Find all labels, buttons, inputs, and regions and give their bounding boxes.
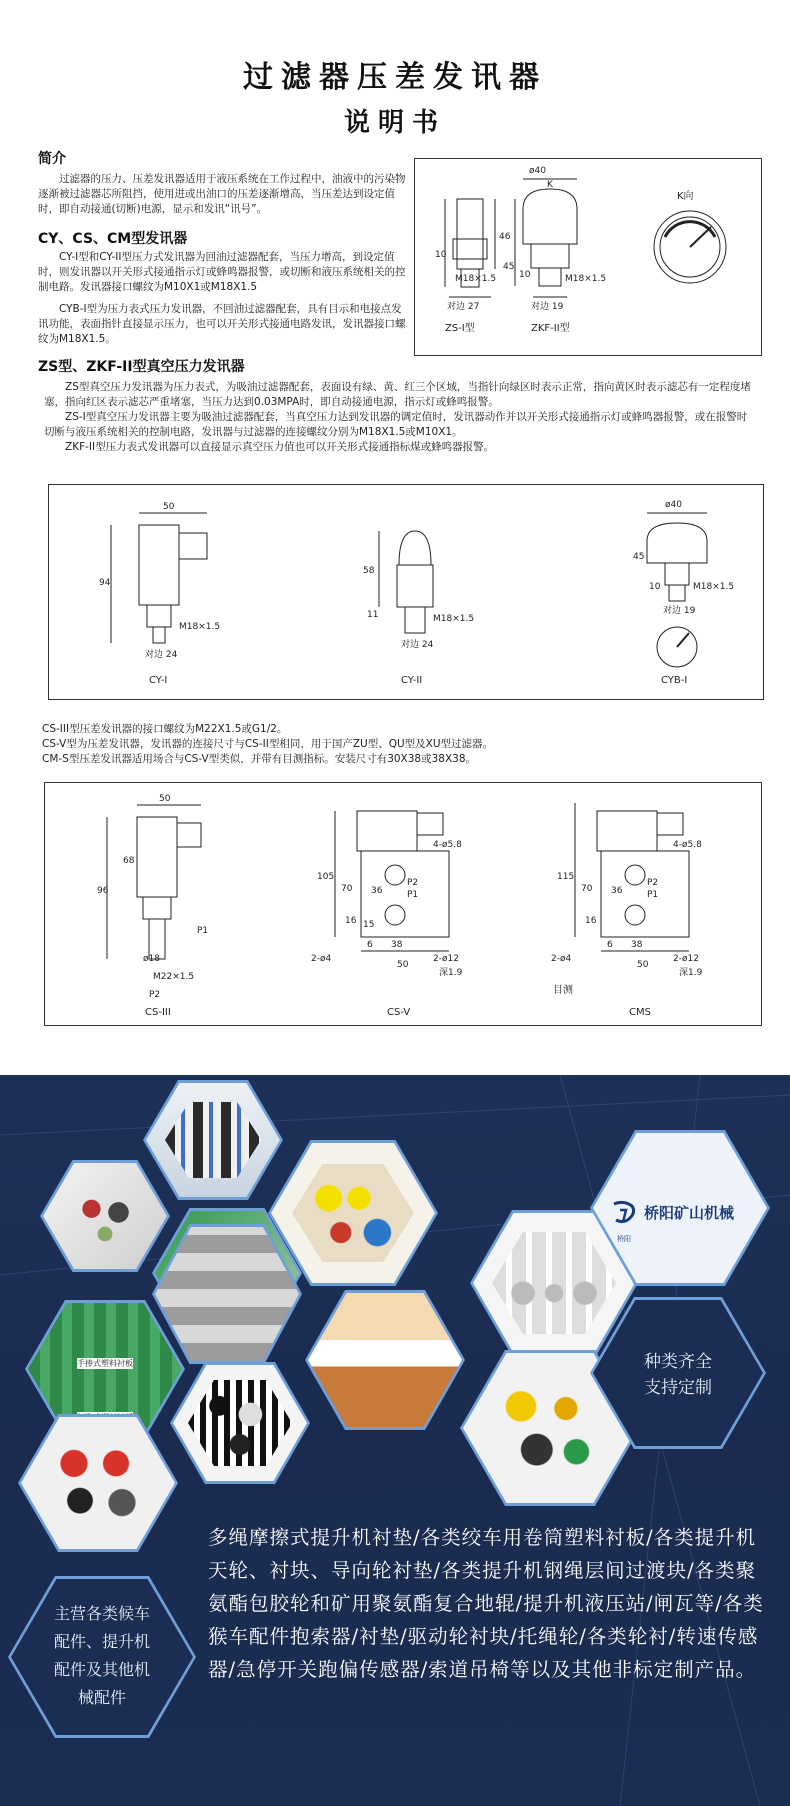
fig3-dim-2-12b: 2-ø12	[673, 954, 699, 964]
fig2-dim-10: 10	[649, 582, 661, 592]
fig1-dim-45: 45	[503, 262, 515, 272]
intro-text: 过滤器的压力、压差发讯器适用于液压系统在工作过程中，油液中的污染物逐渐被过滤器芯所阻挡，使用进或出油口的压差逐渐增高，当压差达到设定值时，即自动接通(切断)电源，显示和发讯“讯号”。	[38, 173, 406, 215]
fig3-dim-p2c: P2	[647, 878, 659, 888]
section2-paragraph-2: ZS-I型真空压力发讯器主要为吸油过滤器配套，当真空压力达到发讯器的调定值时，发讯器动作并以开关形式接通指示灯或蜂鸣器报警，或在报警时切断与液压系统相关的控制电路，发讯器与过滤器的连接螺纹分别为M18X1.5或M10X1。	[44, 411, 748, 438]
fig3-dim-p2a: P2	[149, 990, 161, 1000]
fig3-csv-label: CS-V	[387, 1007, 411, 1018]
fig3-dim-p1b: P1	[407, 890, 419, 900]
fig3-dim-2-4a: 2-ø4	[311, 954, 332, 964]
section1-heading: CY、CS、CM型发讯器	[38, 231, 188, 247]
fig1-dim-m18-a: M18×1.5	[455, 274, 497, 284]
main-business-line-4: 械配件	[77, 1688, 126, 1707]
fig3-dim-115: 115	[557, 872, 575, 882]
hex-polyurethane-blocks	[305, 1290, 465, 1430]
fig2-dim-hex24-a: 对边 24	[145, 650, 178, 660]
fig3-dim-depth-b: 深1.9	[679, 968, 703, 978]
section2-paragraph-1: ZS型真空压力发讯器为压力表式，为吸油过滤器配套，表面设有绿、黄、红三个区域，当指针向绿区时表示正常，指向黄区时表示滤芯有一定程度堵塞，指向红区表示滤芯严重堵塞，当压力达到0.03MPA时，即自动接通电源，指示灯或蜂鸣报警。	[44, 381, 751, 408]
photo-label-1: 手捧式塑料衬板	[77, 1359, 133, 1368]
fig1-dim-m18-b: M18×1.5	[565, 274, 607, 284]
main-business-line-3: 配件及其他机	[53, 1660, 150, 1679]
products-description: 多绳摩擦式提升机衬垫/各类绞车用卷筒塑料衬板/各类提升机天轮、衬块、导向轮衬垫/各类提升机钢绳层间过渡块/各类聚氨酯包胶轮和矿用聚氨酯复合地辊/提升机液压站/闸瓦等/各类猴车配件抱索器/衬垫/驱动轮衬块/托绳轮/各类轮衬/转速传感器/急停开关跑偏传感器/索道吊椅等以及其他非标定制产品。	[208, 1526, 764, 1681]
fig3-dim-depth-a: 深1.9	[439, 968, 463, 978]
note-cms: CM-S型压差发讯器适用场合与CS-V型类似，并带有目测指标。安装尺寸有30X38或38X38。	[42, 753, 477, 765]
section2-heading: ZS型、ZKF-II型真空压力发讯器	[38, 359, 245, 375]
fig1-dim-hex27: 对边 27	[447, 302, 480, 312]
hex-tagline	[590, 1297, 766, 1449]
hex-pads-wheels	[170, 1362, 310, 1484]
fig3-dim-dia18: ø18	[143, 954, 160, 964]
fig2-dim-45: 45	[633, 552, 645, 562]
fig3-dim-70b: 70	[581, 884, 593, 894]
fig3-dim-105: 105	[317, 872, 335, 882]
cy-cyb-drawing	[49, 485, 763, 699]
fig3-dim-38a: 38	[391, 940, 403, 950]
fig3-dim-m22: M22×1.5	[153, 972, 195, 982]
fig3-dim-6a: 6	[367, 940, 373, 950]
fig3-dim-36b: 36	[611, 886, 623, 896]
fig3-dim-68: 68	[123, 856, 135, 866]
section2-paragraph-3: ZKF-II型压力表式发讯器可以直接显示真空压力值也可以开关形式接通指标煤或蜂鸣器报警。	[65, 441, 495, 453]
hex-red-pads	[18, 1414, 178, 1552]
fig3-dim-p1c: P1	[647, 890, 659, 900]
fig3-dim-2-4b: 2-ø4	[551, 954, 572, 964]
document-title: 过滤器压差发讯器	[243, 60, 547, 95]
main-business-line-2: 配件、提升机	[53, 1632, 150, 1651]
fig2-dim-11: 11	[367, 610, 379, 620]
fig2-dim-m18-c: M18×1.5	[693, 582, 735, 592]
zs-zkf-drawing	[415, 159, 761, 355]
section1-paragraph-1: CY-I型和CY-II型压力式发讯器为回油过滤器配套，当压力增高，到设定值时，则发讯器以开关形式接通指示灯或蜂鸣器报警，或切断和液压系统相关的控制电路。发讯器接口螺纹为M10X1或M18X1.5	[38, 251, 406, 293]
fig3-dim-2-12a: 2-ø12	[433, 954, 459, 964]
intro-heading: 简介	[38, 151, 66, 167]
hex-main-business	[8, 1576, 196, 1738]
fig2-cy2-label: CY-II	[401, 675, 423, 686]
fig3-dim-15: 15	[363, 920, 375, 930]
figure-cs-cms	[44, 782, 762, 1026]
fig1-dim-10b: 10	[519, 270, 531, 280]
tagline-line-2: 支持定制	[644, 1378, 712, 1398]
fig3-dim-4-58b: 4-ø5.8	[673, 840, 702, 850]
fig1-dim-46: 46	[499, 232, 511, 242]
fig1-dim-10a: 10	[435, 250, 447, 260]
section1-paragraph-2: CYB-I型为压力表式压力发讯器，不回油过滤器配套，具有目示和电接点发讯功能，表面指针直接显示压力，也可以开关形式接通电路发讯，发讯器接口螺纹为M18X1.5。	[38, 303, 406, 345]
fig3-dim-p2b: P2	[407, 878, 419, 888]
fig3-dim-96: 96	[97, 886, 109, 896]
fig1-dim-hex19: 对边 19	[531, 302, 564, 312]
tagline-text	[590, 1349, 766, 1401]
fig3-dim-p1a: P1	[197, 926, 209, 936]
fig2-dim-hex19: 对边 19	[663, 606, 696, 616]
brand-name: 桥阳矿山机械	[644, 1203, 735, 1222]
hex-rollers-products	[143, 1080, 283, 1200]
fig3-cms-label: CMS	[629, 1007, 651, 1018]
note-cs3: CS-III型压差发讯器的接口螺纹为M22X1.5或G1/2。	[42, 723, 288, 735]
fig3-dim-38b: 38	[631, 940, 643, 950]
fig3-dim-70a: 70	[341, 884, 353, 894]
fig3-dim-6b: 6	[607, 940, 613, 950]
logo-icon	[610, 1198, 638, 1226]
fig3-dim-50a: 50	[159, 794, 171, 804]
fig3-dim-50b: 50	[397, 960, 409, 970]
fig3-cs3-label: CS-III	[145, 1007, 171, 1018]
fig1-dim-k: K	[547, 180, 553, 190]
figure-zs-zkf	[414, 158, 762, 356]
fig2-dim-m18-a: M18×1.5	[179, 622, 221, 632]
main-business-line-1: 主营各类候车	[53, 1604, 150, 1623]
brand-logo	[610, 1195, 760, 1229]
fig3-dim-50c: 50	[637, 960, 649, 970]
fig2-dim-m18-b: M18×1.5	[433, 614, 475, 624]
fig2-dim-hex24-b: 对边 24	[401, 640, 434, 650]
fig3-dim-visual: 目测	[553, 985, 573, 996]
fig2-dim-50: 50	[163, 502, 175, 512]
fig1-k-view-label: K向	[677, 191, 694, 202]
document-subtitle: 说明书	[343, 108, 446, 138]
fig2-cy1-label: CY-I	[149, 675, 168, 686]
fig3-dim-4-58a: 4-ø5.8	[433, 840, 462, 850]
fig2-cyb-label: CYB-I	[661, 675, 688, 686]
cs-cms-drawing	[45, 783, 761, 1025]
fig2-dim-58: 58	[363, 566, 375, 576]
fig3-dim-36a: 36	[371, 886, 383, 896]
fig2-dim-94: 94	[99, 578, 111, 588]
note-csv: CS-V型为压差发讯器，发讯器的连接尺寸与CS-II型相同，用于国产ZU型、QU型及XU型过滤器。	[42, 738, 494, 750]
fig1-zs-label: ZS-I型	[445, 323, 475, 334]
fig1-dim-dia40: ø40	[529, 166, 546, 176]
fig1-zkf-label: ZKF-II型	[531, 323, 570, 334]
fig3-dim-16a: 16	[345, 916, 357, 926]
main-business-text	[8, 1600, 196, 1712]
brand-small: 桥阳	[617, 1235, 631, 1243]
fig2-dim-dia40: ø40	[665, 500, 682, 510]
figure-cy-cyb	[48, 484, 764, 700]
fig3-dim-16b: 16	[585, 916, 597, 926]
tagline-line-1: 种类齐全	[644, 1352, 712, 1372]
